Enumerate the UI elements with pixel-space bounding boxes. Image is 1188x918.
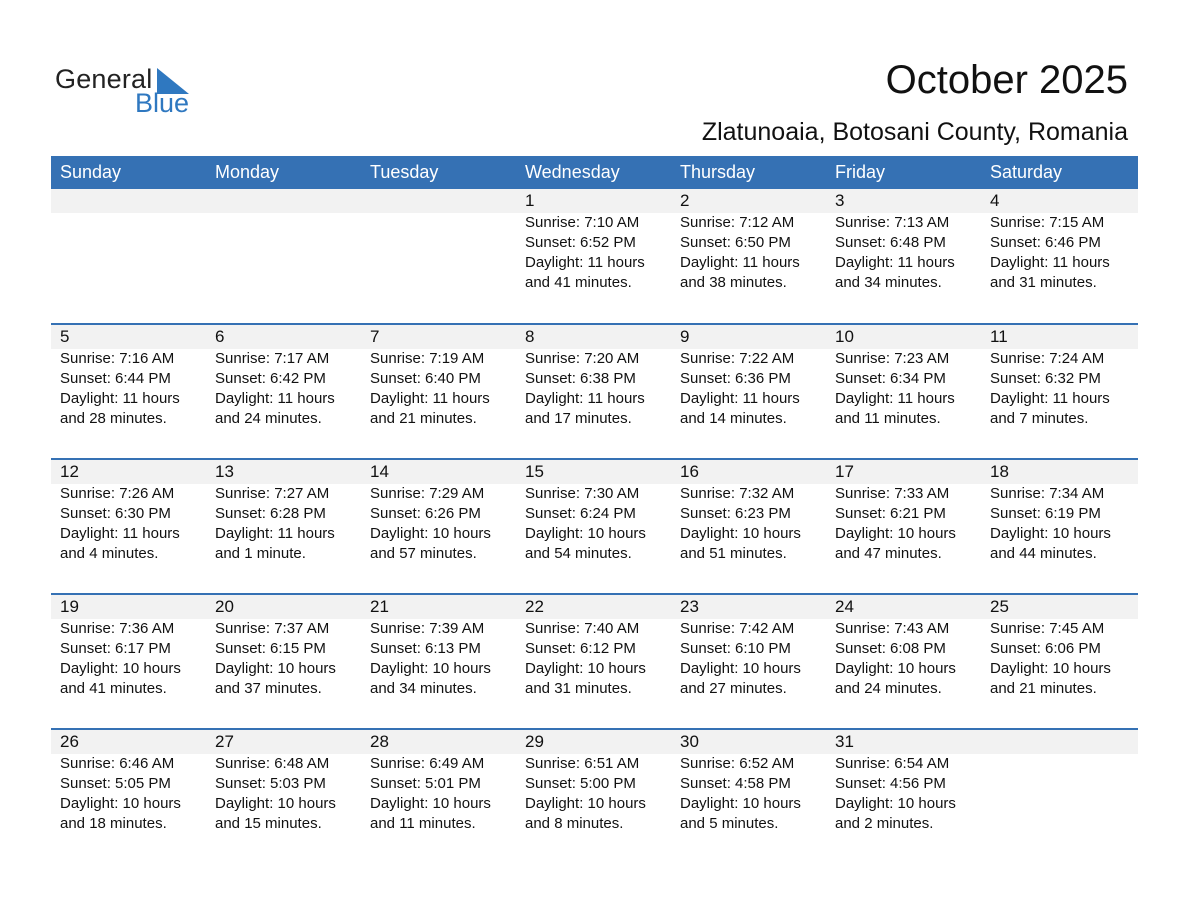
daylight-minutes-text: and 24 minutes. xyxy=(215,410,322,427)
day-cell xyxy=(51,595,206,699)
day-number: 7 xyxy=(370,327,380,346)
week-row xyxy=(51,728,1138,863)
day-cell xyxy=(51,325,206,429)
day-cell xyxy=(51,460,206,564)
weeks-container xyxy=(51,189,1138,863)
day-number: 21 xyxy=(370,597,389,616)
sunrise-text: Sunrise: 7:22 AM xyxy=(680,350,795,367)
daylight-text: Daylight: 11 hours xyxy=(835,254,955,271)
daylight-minutes-text: and 18 minutes. xyxy=(60,815,167,832)
daylight-minutes-text: and 14 minutes. xyxy=(680,410,787,427)
daylight-text: Daylight: 10 hours xyxy=(835,795,956,812)
week-row xyxy=(51,593,1138,728)
sunrise-text: Sunrise: 6:54 AM xyxy=(835,755,950,772)
daylight-minutes-text: and 54 minutes. xyxy=(525,545,632,562)
daylight-minutes-text: and 41 minutes. xyxy=(525,274,632,291)
daylight-minutes-text: and 57 minutes. xyxy=(370,545,477,562)
daylight-text: Daylight: 10 hours xyxy=(525,525,646,542)
day-cell xyxy=(51,730,206,834)
week-row xyxy=(51,458,1138,593)
week-row xyxy=(51,323,1138,458)
day-cell xyxy=(361,325,516,429)
daylight-minutes-text: and 31 minutes. xyxy=(525,680,632,697)
daylight-text: Daylight: 10 hours xyxy=(60,660,181,677)
sunrise-text: Sunrise: 7:15 AM xyxy=(990,214,1105,231)
sunset-text: Sunset: 5:03 PM xyxy=(215,775,326,792)
daylight-text: Daylight: 11 hours xyxy=(835,390,955,407)
day-number: 14 xyxy=(370,462,389,481)
sunrise-text: Sunrise: 7:27 AM xyxy=(215,485,330,502)
day-number: 13 xyxy=(215,462,234,481)
daylight-minutes-text: and 34 minutes. xyxy=(835,274,942,291)
daylight-minutes-text: and 21 minutes. xyxy=(370,410,477,427)
logo xyxy=(55,64,205,120)
daylight-minutes-text: and 15 minutes. xyxy=(215,815,322,832)
day-cell xyxy=(516,460,671,564)
daylight-text: Daylight: 10 hours xyxy=(525,795,646,812)
day-cell xyxy=(206,325,361,429)
daylight-text: Daylight: 11 hours xyxy=(215,525,335,542)
weekday-monday: Monday xyxy=(215,162,280,182)
daylight-minutes-text: and 5 minutes. xyxy=(680,815,779,832)
sunset-text: Sunset: 5:00 PM xyxy=(525,775,636,792)
day-cell xyxy=(361,730,516,834)
day-number: 6 xyxy=(215,327,225,346)
daylight-minutes-text: and 47 minutes. xyxy=(835,545,942,562)
day-cell xyxy=(206,595,361,699)
day-cell xyxy=(981,595,1138,699)
daylight-minutes-text: and 8 minutes. xyxy=(525,815,624,832)
sunset-text: Sunset: 6:46 PM xyxy=(990,234,1101,251)
sunrise-text: Sunrise: 7:26 AM xyxy=(60,485,175,502)
day-cell xyxy=(516,595,671,699)
daylight-text: Daylight: 11 hours xyxy=(525,254,645,271)
sunset-text: Sunset: 6:44 PM xyxy=(60,370,171,387)
sunrise-text: Sunrise: 7:20 AM xyxy=(525,350,640,367)
daylight-text: Daylight: 11 hours xyxy=(990,390,1110,407)
day-number: 8 xyxy=(525,327,535,346)
daylight-text: Daylight: 10 hours xyxy=(990,660,1111,677)
daylight-text: Daylight: 10 hours xyxy=(215,660,336,677)
weekday-sunday: Sunday xyxy=(60,162,122,182)
daylight-text: Daylight: 10 hours xyxy=(680,660,801,677)
sunset-text: Sunset: 6:26 PM xyxy=(370,505,481,522)
daylight-text: Daylight: 10 hours xyxy=(370,660,491,677)
weekday-friday: Friday xyxy=(835,162,886,182)
sunrise-text: Sunrise: 7:19 AM xyxy=(370,350,485,367)
sunrise-text: Sunrise: 7:36 AM xyxy=(60,620,175,637)
day-number: 12 xyxy=(60,462,79,481)
daylight-text: Daylight: 10 hours xyxy=(835,525,956,542)
daylight-text: Daylight: 11 hours xyxy=(60,525,180,542)
sunrise-text: Sunrise: 7:39 AM xyxy=(370,620,485,637)
day-number: 28 xyxy=(370,732,389,751)
day-number: 22 xyxy=(525,597,544,616)
sunrise-text: Sunrise: 7:23 AM xyxy=(835,350,950,367)
day-number xyxy=(370,189,516,213)
sunset-text: Sunset: 6:50 PM xyxy=(680,234,791,251)
daylight-text: Daylight: 10 hours xyxy=(60,795,181,812)
sunset-text: Sunset: 6:21 PM xyxy=(835,505,946,522)
sunrise-text: Sunrise: 7:42 AM xyxy=(680,620,795,637)
day-cell xyxy=(826,730,981,834)
sunrise-text: Sunrise: 7:30 AM xyxy=(525,485,640,502)
sunrise-text: Sunrise: 7:17 AM xyxy=(215,350,330,367)
daylight-text: Daylight: 10 hours xyxy=(370,525,491,542)
daylight-minutes-text: and 21 minutes. xyxy=(990,680,1097,697)
sunrise-text: Sunrise: 7:45 AM xyxy=(990,620,1105,637)
daylight-text: Daylight: 10 hours xyxy=(525,660,646,677)
daylight-minutes-text: and 37 minutes. xyxy=(215,680,322,697)
day-cell xyxy=(671,189,826,293)
sunrise-text: Sunrise: 7:24 AM xyxy=(990,350,1105,367)
day-cell xyxy=(826,189,981,293)
sunset-text: Sunset: 6:10 PM xyxy=(680,640,791,657)
daylight-text: Daylight: 10 hours xyxy=(990,525,1111,542)
sunrise-text: Sunrise: 7:43 AM xyxy=(835,620,950,637)
logo-text-general: General xyxy=(55,64,153,94)
day-cell xyxy=(826,460,981,564)
sunrise-text: Sunrise: 7:37 AM xyxy=(215,620,330,637)
daylight-minutes-text: and 27 minutes. xyxy=(680,680,787,697)
day-number: 19 xyxy=(60,597,79,616)
sunset-text: Sunset: 6:38 PM xyxy=(525,370,636,387)
sunrise-text: Sunrise: 7:40 AM xyxy=(525,620,640,637)
sunrise-text: Sunrise: 6:49 AM xyxy=(370,755,485,772)
sunrise-text: Sunrise: 6:46 AM xyxy=(60,755,175,772)
day-number: 3 xyxy=(835,191,845,210)
week-cells xyxy=(51,325,1138,429)
day-number: 17 xyxy=(835,462,854,481)
sunrise-text: Sunrise: 7:13 AM xyxy=(835,214,950,231)
day-number: 25 xyxy=(990,597,1009,616)
week-row xyxy=(51,189,1138,323)
daylight-text: Daylight: 10 hours xyxy=(680,795,801,812)
weekday-saturday: Saturday xyxy=(990,162,1063,182)
sunset-text: Sunset: 6:36 PM xyxy=(680,370,791,387)
sunset-text: Sunset: 6:17 PM xyxy=(60,640,171,657)
day-cell xyxy=(361,460,516,564)
weekday-wednesday: Wednesday xyxy=(525,162,620,182)
sunrise-text: Sunrise: 7:34 AM xyxy=(990,485,1105,502)
daylight-minutes-text: and 11 minutes. xyxy=(370,815,476,832)
daylight-text: Daylight: 10 hours xyxy=(215,795,336,812)
day-number: 26 xyxy=(60,732,79,751)
day-number: 9 xyxy=(680,327,690,346)
sunrise-text: Sunrise: 7:16 AM xyxy=(60,350,175,367)
sunrise-text: Sunrise: 7:10 AM xyxy=(525,214,640,231)
daylight-text: Daylight: 11 hours xyxy=(990,254,1110,271)
sunrise-text: Sunrise: 6:48 AM xyxy=(215,755,330,772)
sunset-text: Sunset: 4:58 PM xyxy=(680,775,791,792)
sunrise-text: Sunrise: 7:33 AM xyxy=(835,485,950,502)
day-number: 31 xyxy=(835,732,854,751)
daylight-minutes-text: and 2 minutes. xyxy=(835,815,934,832)
day-cell xyxy=(671,460,826,564)
day-number: 1 xyxy=(525,191,535,210)
daylight-minutes-text: and 31 minutes. xyxy=(990,274,1097,291)
sunset-text: Sunset: 6:32 PM xyxy=(990,370,1101,387)
daylight-text: Daylight: 10 hours xyxy=(370,795,491,812)
daylight-minutes-text: and 34 minutes. xyxy=(370,680,477,697)
daylight-minutes-text: and 1 minute. xyxy=(215,545,306,562)
day-number: 20 xyxy=(215,597,234,616)
sunset-text: Sunset: 6:52 PM xyxy=(525,234,636,251)
sunset-text: Sunset: 6:23 PM xyxy=(680,505,791,522)
sunset-text: Sunset: 5:01 PM xyxy=(370,775,481,792)
daylight-minutes-text: and 24 minutes. xyxy=(835,680,942,697)
sunset-text: Sunset: 6:13 PM xyxy=(370,640,481,657)
daylight-text: Daylight: 10 hours xyxy=(680,525,801,542)
weekday-thursday: Thursday xyxy=(680,162,756,182)
day-cell xyxy=(206,460,361,564)
daylight-minutes-text: and 11 minutes. xyxy=(835,410,941,427)
day-cell xyxy=(981,460,1138,564)
week-cells xyxy=(51,460,1138,564)
daylight-text: Daylight: 11 hours xyxy=(60,390,180,407)
day-cell xyxy=(981,730,1138,834)
daylight-minutes-text: and 28 minutes. xyxy=(60,410,167,427)
sunrise-text: Sunrise: 7:29 AM xyxy=(370,485,485,502)
day-cell xyxy=(206,730,361,834)
daylight-minutes-text: and 4 minutes. xyxy=(60,545,159,562)
sunset-text: Sunset: 6:42 PM xyxy=(215,370,326,387)
day-cell xyxy=(826,325,981,429)
day-number: 27 xyxy=(215,732,234,751)
sunset-text: Sunset: 6:48 PM xyxy=(835,234,946,251)
day-number: 5 xyxy=(60,327,70,346)
weekday-tuesday: Tuesday xyxy=(370,162,439,182)
sunrise-text: Sunrise: 6:52 AM xyxy=(680,755,795,772)
week-cells xyxy=(51,730,1138,834)
sunset-text: Sunset: 5:05 PM xyxy=(60,775,171,792)
daylight-text: Daylight: 11 hours xyxy=(680,254,800,271)
calendar xyxy=(51,156,1138,863)
day-cell xyxy=(671,595,826,699)
sunset-text: Sunset: 6:24 PM xyxy=(525,505,636,522)
day-number: 10 xyxy=(835,327,854,346)
daylight-minutes-text: and 17 minutes. xyxy=(525,410,632,427)
day-number: 2 xyxy=(680,191,690,210)
day-number xyxy=(215,189,361,213)
daylight-text: Daylight: 11 hours xyxy=(370,390,490,407)
day-number: 24 xyxy=(835,597,854,616)
day-number: 15 xyxy=(525,462,544,481)
weekday-header-row xyxy=(51,156,1138,189)
sunset-text: Sunset: 6:34 PM xyxy=(835,370,946,387)
sunset-text: Sunset: 6:40 PM xyxy=(370,370,481,387)
day-number xyxy=(60,189,206,213)
sunset-text: Sunset: 6:12 PM xyxy=(525,640,636,657)
location-subtitle: Zlatunoaia, Botosani County, Romania xyxy=(701,118,1128,146)
day-number: 4 xyxy=(990,191,1000,210)
day-cell xyxy=(361,595,516,699)
day-cell xyxy=(516,325,671,429)
daylight-minutes-text: and 51 minutes. xyxy=(680,545,787,562)
day-cell xyxy=(981,325,1138,429)
day-cell xyxy=(206,189,361,293)
day-cell xyxy=(826,595,981,699)
day-cell xyxy=(516,189,671,293)
day-cell xyxy=(516,730,671,834)
sunrise-text: Sunrise: 6:51 AM xyxy=(525,755,640,772)
day-cell xyxy=(671,325,826,429)
daylight-minutes-text: and 44 minutes. xyxy=(990,545,1097,562)
day-number: 18 xyxy=(990,462,1009,481)
sunrise-text: Sunrise: 7:32 AM xyxy=(680,485,795,502)
day-number: 11 xyxy=(990,327,1008,346)
day-number: 23 xyxy=(680,597,699,616)
daylight-minutes-text: and 41 minutes. xyxy=(60,680,167,697)
day-cell xyxy=(981,189,1138,293)
day-cell xyxy=(361,189,516,293)
sunset-text: Sunset: 6:15 PM xyxy=(215,640,326,657)
logo-text-blue: Blue xyxy=(135,88,190,118)
sunset-text: Sunset: 4:56 PM xyxy=(835,775,946,792)
sunset-text: Sunset: 6:30 PM xyxy=(60,505,171,522)
sunset-text: Sunset: 6:28 PM xyxy=(215,505,326,522)
daylight-text: Daylight: 11 hours xyxy=(680,390,800,407)
page-title: October 2025 xyxy=(885,58,1128,102)
day-cell xyxy=(671,730,826,834)
daylight-minutes-text: and 7 minutes. xyxy=(990,410,1089,427)
daylight-text: Daylight: 11 hours xyxy=(525,390,645,407)
sunrise-text: Sunrise: 7:12 AM xyxy=(680,214,795,231)
daylight-minutes-text: and 38 minutes. xyxy=(680,274,787,291)
day-number xyxy=(990,730,1138,754)
sunset-text: Sunset: 6:19 PM xyxy=(990,505,1101,522)
week-cells xyxy=(51,189,1138,293)
day-number: 16 xyxy=(680,462,699,481)
daylight-text: Daylight: 11 hours xyxy=(215,390,335,407)
week-cells xyxy=(51,595,1138,699)
sunset-text: Sunset: 6:08 PM xyxy=(835,640,946,657)
day-cell xyxy=(51,189,206,293)
day-number: 30 xyxy=(680,732,699,751)
sunset-text: Sunset: 6:06 PM xyxy=(990,640,1101,657)
day-number: 29 xyxy=(525,732,544,751)
daylight-text: Daylight: 10 hours xyxy=(835,660,956,677)
